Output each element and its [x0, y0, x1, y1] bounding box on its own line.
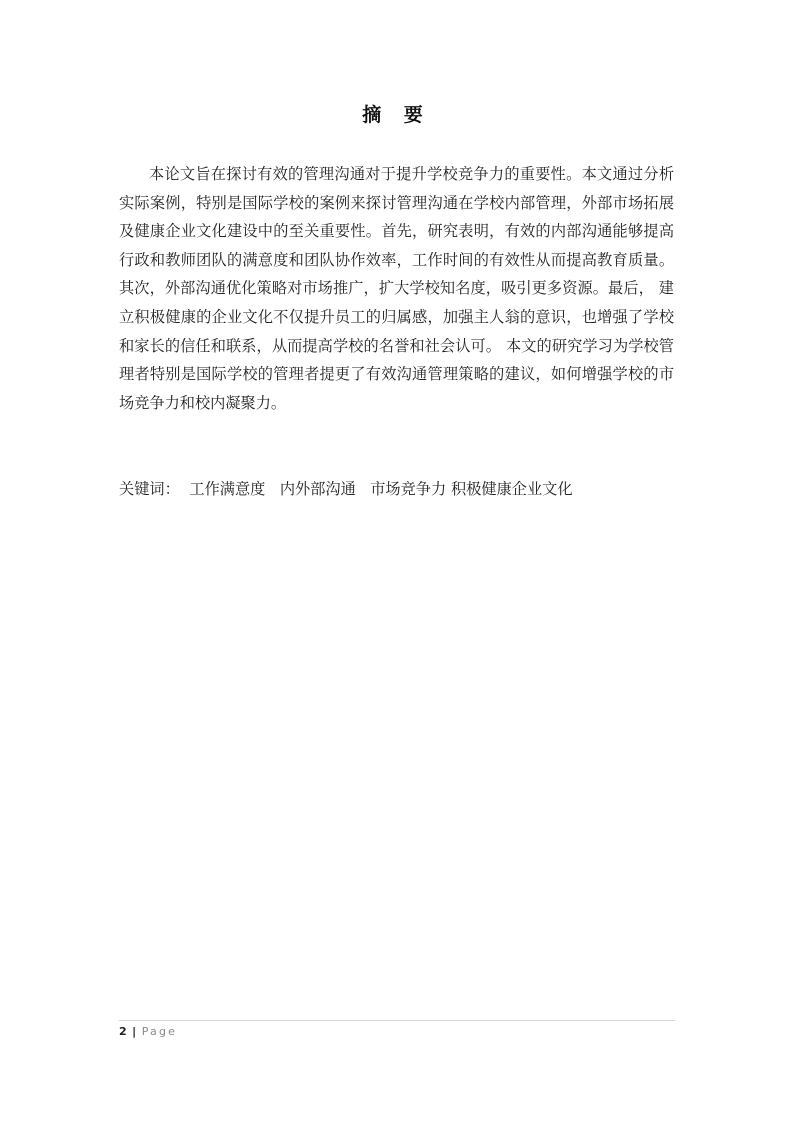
footer-separator: |: [132, 1025, 137, 1038]
abstract-paragraph: 本论文旨在探讨有效的管理沟通对于提升学校竞争力的重要性。本文通过分析实际案例，特别是国际学校的案例来探讨管理沟通在学校内部管理，外部市场拓展及健康企业文化建设中的至关重要性。首先，研究表明，有效的内部沟通能够提高行政和教师团队的满意度和团队协作效率，工作时间的有效性从而提高教育质量。 其次，外部沟通优化策略对市场推广，扩大学校知名度，吸引更多资源。最后， 建立积极健康的企业文化不仅提升员工的归属感，加强主人翁的意识，也增强了学校和家长的信任和联系，从而提高学校的名誉和社会认可。 本文的研究学习为学校管理者特别是国际学校的管理者提更了有效沟通管理策略的建议，如何增强学校的市场竞争力和校内凝聚力。: [119, 165, 674, 412]
footer-divider: [119, 1020, 675, 1021]
keywords-line: 关键词： 工作满意度 内外部沟通 市场竞争力 积极健康企业文化: [119, 480, 573, 498]
page-number: 2: [119, 1025, 127, 1038]
page-footer: [119, 1024, 177, 1040]
abstract-title: 摘 要: [362, 104, 431, 126]
page-label: Page: [141, 1025, 178, 1038]
